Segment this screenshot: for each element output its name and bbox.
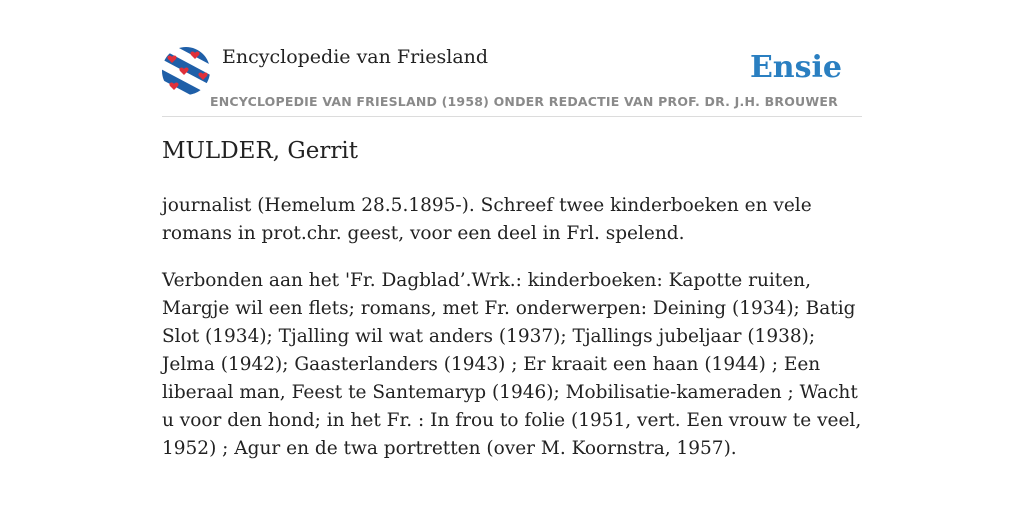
article-paragraph-2: Verbonden aan het 'Fr. Dagblad’.Wrk.: kinderboeken: Kapotte ruiten, Margje wil een flets; romans, met Fr. onderwerpen: Deining (1934); Batig Slot (1934); Tjalling wil wat anders (1937); Tjallings jubeljaar (1938); Jelma (1942); Gaasterlanders (1943) ; Er kraait een haan (1944) ; Een liberaal man, Feest te Santemaryp (1946); Mobilisatie-kameraden ; Wacht u voor den hond; in het Fr. : In frou to folie (1951, vert. Een vrouw te veel, 1952) ; Agur en de twa portretten (over M. Koornstra, 1957). bbox=[162, 270, 862, 459]
article-title: MULDER, Gerrit bbox=[162, 138, 358, 164]
site-header bbox=[162, 44, 862, 117]
site-subtitle: ENCYCLOPEDIE VAN FRIESLAND (1958) ONDER REDACTIE VAN PROF. DR. J.H. BROUWER bbox=[210, 94, 838, 109]
article-paragraph-1: journalist (Hemelum 28.5.1895-). Schreef twee kinderboeken en vele romans in prot.chr. geest, voor een deel in Frl. spelend. bbox=[162, 195, 812, 244]
frisian-flag-logo-icon[interactable] bbox=[162, 47, 210, 95]
ensie-brand-logo[interactable]: Ensie bbox=[749, 50, 842, 85]
site-name[interactable]: Encyclopedie van Friesland bbox=[222, 46, 489, 68]
